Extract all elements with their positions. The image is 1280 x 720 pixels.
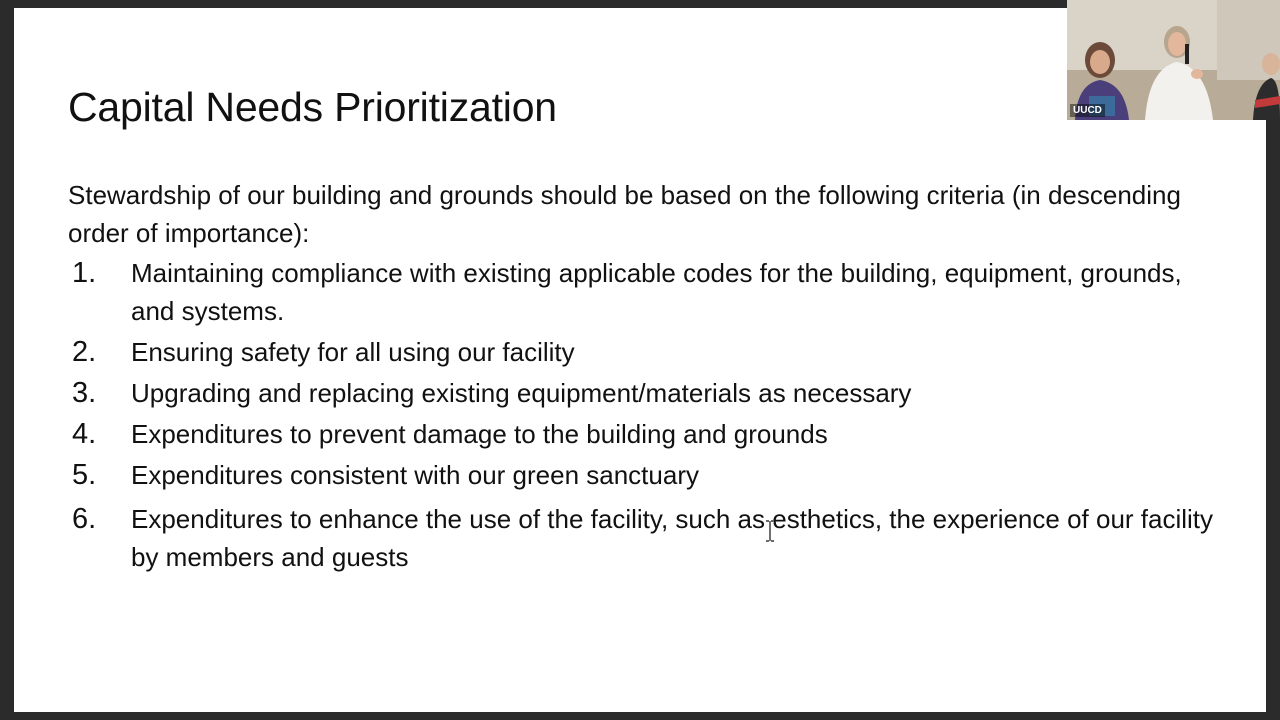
list-item bbox=[68, 374, 1218, 412]
text-cursor-icon bbox=[764, 520, 776, 542]
list-item-text: Expenditures to prevent damage to the building and grounds bbox=[131, 419, 828, 449]
list-item bbox=[68, 456, 1218, 494]
list-item-number: 6. bbox=[72, 503, 97, 535]
list-item bbox=[68, 500, 1218, 576]
list-item-text: Expenditures consistent with our green sanctuary bbox=[131, 460, 699, 490]
list-item-number: 4. bbox=[72, 418, 97, 450]
list-item-number: 2. bbox=[72, 336, 97, 368]
list-item-text: Upgrading and replacing existing equipment/materials as necessary bbox=[131, 378, 912, 408]
criteria-list bbox=[68, 254, 1218, 579]
list-item-number: 3. bbox=[72, 377, 97, 409]
list-item bbox=[68, 415, 1218, 453]
list-item-text: Maintaining compliance with existing applicable codes for the building, equipment, grounds, and systems. bbox=[131, 258, 1182, 326]
slide-title: Capital Needs Prioritization bbox=[68, 84, 557, 130]
slide-intro: Stewardship of our building and grounds should be based on the following criteria (in descending order of importance): bbox=[68, 180, 1181, 248]
list-item-number: 1. bbox=[72, 257, 97, 289]
list-item-number: 5. bbox=[72, 459, 97, 491]
participant-video-icon bbox=[1067, 0, 1280, 120]
list-item bbox=[68, 333, 1218, 371]
list-item-text: Ensuring safety for all using our facility bbox=[131, 337, 575, 367]
participant-video-tile[interactable] bbox=[1067, 0, 1280, 120]
list-item bbox=[68, 254, 1218, 330]
participant-name-label: UUCD bbox=[1070, 104, 1105, 117]
list-item-text: Expenditures to enhance the use of the facility, such as esthetics, the experience of our facility by members and guests bbox=[131, 504, 1214, 572]
